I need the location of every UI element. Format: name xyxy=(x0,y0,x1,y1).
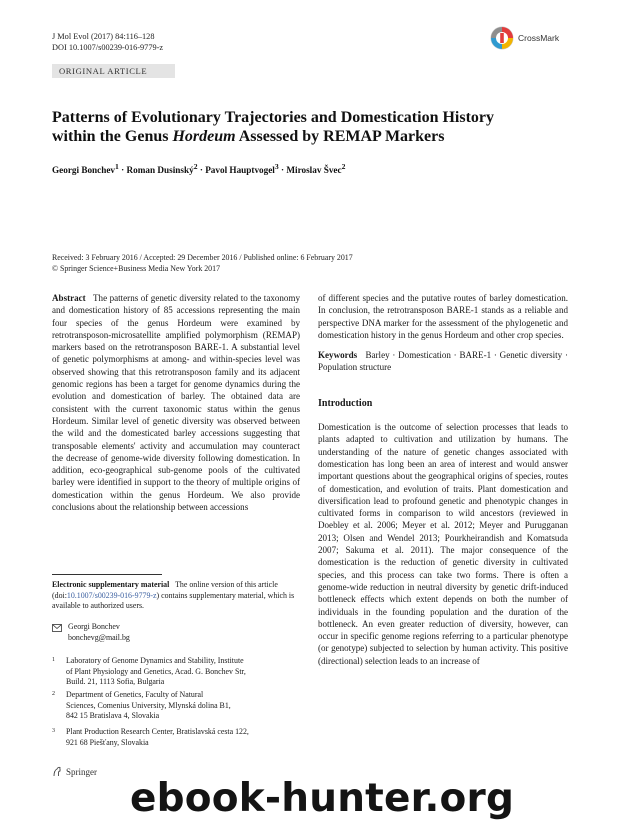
journal-citation xyxy=(52,31,163,53)
title-genus: Hordeum xyxy=(172,128,236,145)
author-name[interactable]: Georgi Bonchev xyxy=(52,165,116,176)
copyright-line: © Springer Science+Business Media New York 2017 xyxy=(52,263,221,273)
title-line-2: within the Genus Hordeum Assessed by REMAP Markers xyxy=(52,128,445,145)
esm-doi-link[interactable]: 10.1007/s00239-016-9779-z xyxy=(66,590,157,600)
crossmark-label: CrossMark xyxy=(518,33,560,43)
publisher-footer xyxy=(52,766,97,777)
abstract-heading: Abstract xyxy=(52,293,86,303)
keywords xyxy=(318,349,568,374)
footnote-divider xyxy=(52,574,162,575)
affiliation-2: 2 Department of Genetics, Faculty of Natural Sciences, Comenius University, Mlynská dolina B1, 842 15 Bratislava 4, Slovakia xyxy=(52,690,231,720)
introduction-heading: Introduction xyxy=(318,397,373,409)
publisher-name: Springer xyxy=(66,766,97,777)
envelope-icon xyxy=(52,624,62,632)
abstract-body xyxy=(52,292,300,513)
abstract-continuation: of different species and the putative routes of barley domestication. In conclusion, the retrotransposon BARE-1 stands as a reliable and perspective DNA marker for the assessment of the phylogenetic and domestication history in the genus Hordeum and other crop species. xyxy=(318,293,568,340)
crossmark-icon xyxy=(490,26,514,50)
abstract-column xyxy=(52,292,300,513)
right-column xyxy=(318,292,568,667)
author-name[interactable]: Roman Dusinský xyxy=(126,165,194,176)
history-dates: Received: 3 February 2016 / Accepted: 29 December 2016 / Published online: 6 February 2017 xyxy=(52,253,353,262)
keywords-heading: Keywords xyxy=(318,350,358,361)
springer-horse-icon xyxy=(52,766,62,777)
corresponding-author: Georgi Bonchev xyxy=(68,622,120,631)
author-list: Georgi Bonchev$^1$ · Roman Dusinský$^2$ · Pavol Hauptvogel$^3$ · Miroslav Švec$^2$ xyxy=(52,162,346,176)
doi-line: DOI 10.1007/s00239-016-9779-z xyxy=(52,43,164,52)
introduction-body: Domestication is the outcome of selection processes that leads to plants adapted to cultivation and utilization by humans. The understanding of the nature of genetic changes associated with domestication has long been an area of interest and would answer important questions about the geographical origins of species, routes of domestication, and evolution of traits. Plant domestication and diversification lead to profound genetic and phenotypic changes in cultivated forms in comparison to wild ancestors (reviewed in Doebley et al. 2006; Meyer et al. 2012; Meyer and Purugganan 2013; Olsen and Wendel 2013; Pourkheirandish and Komatsuda 2007; Sakuma et al. 2011). The major consequence of the domestication is the reduction of genetic diversity in cultivated species, and this process can take two forms. There is often a genome-wide reduction in neutral diversity by genetic drift-induced bottleneck effects which extent depends on both the number of individuals in the founding population and the duration of the bottleneck. An even greater reduction of diversity, however, can occur in specific genome regions referring to a particular phenotype (or genotype) subjected to selection by human activity. This positive (directional) selection leads to an increase of xyxy=(318,422,568,666)
article-title xyxy=(52,108,572,146)
crossmark-badge[interactable] xyxy=(490,26,559,50)
author-name[interactable]: Miroslav Švec xyxy=(286,165,342,176)
corresponding-email[interactable]: bonchevg@mail.bg xyxy=(68,632,130,642)
journal-line: J Mol Evol (2017) 84:116–128 xyxy=(52,32,155,41)
esm-heading: Electronic supplementary material xyxy=(52,580,170,589)
affiliation-1: 1 Laboratory of Genome Dynamics and Stability, Institute of Plant Physiology and Genetics, Acad. G. Bonchev Str, Build. 21, 1113 Sofia, Bulgaria xyxy=(52,656,246,686)
abstract-text: The patterns of genetic diversity related to the taxonomy and domestication history of 85 accessions representing the main four species of the genus Hordeum were examined by retrotransposon-microsatellite amplified polymorphism (REMAP) markers based on the retrotransposon BARE-1. A substantial level of genetic polymorphisms at among- and within-species level was observed showing that this retrotransposon family and its adjacent genomic regions has been a target for genome dynamics during the evolution and domestication of barley. The obtained data are consistent with the current taxonomic status within the genus Hordeum. Similar level of genetic diversity was observed between the wild and the domesticated barley accessions suggesting that transposable elements' activity and accumulation may counteract the decrease of genome-wide diversity following domestication. In addition, eco-geographical sub-genome pools of the cultivated barley were identified in support to the theory of multiple origins of domestication within the genus Hordeum. We also provide conclusions about the relationship between accessions xyxy=(52,293,300,513)
correspondence xyxy=(52,622,130,643)
supplementary-material-note: Electronic supplementary material The online version of this article (doi:10.1007/s00239-016-9779-z) contains supplementary material, which is available to authorized users. xyxy=(52,580,295,610)
watermark: ebook-hunter.org xyxy=(130,776,515,821)
author-name[interactable]: Pavol Hauptvogel xyxy=(205,165,275,176)
publication-dates xyxy=(52,253,353,274)
article-type-banner: ORIGINAL ARTICLE xyxy=(52,64,175,78)
affiliation-3: 3 Plant Production Research Center, Bratislavská cesta 122, 921 68 Piešťany, Slovakia xyxy=(52,727,249,747)
keywords-list: Barley · Domestication · BARE-1 · Genetic diversity · Population structure xyxy=(318,350,568,373)
title-line-1: Patterns of Evolutionary Trajectories and Domestication History xyxy=(52,109,495,126)
